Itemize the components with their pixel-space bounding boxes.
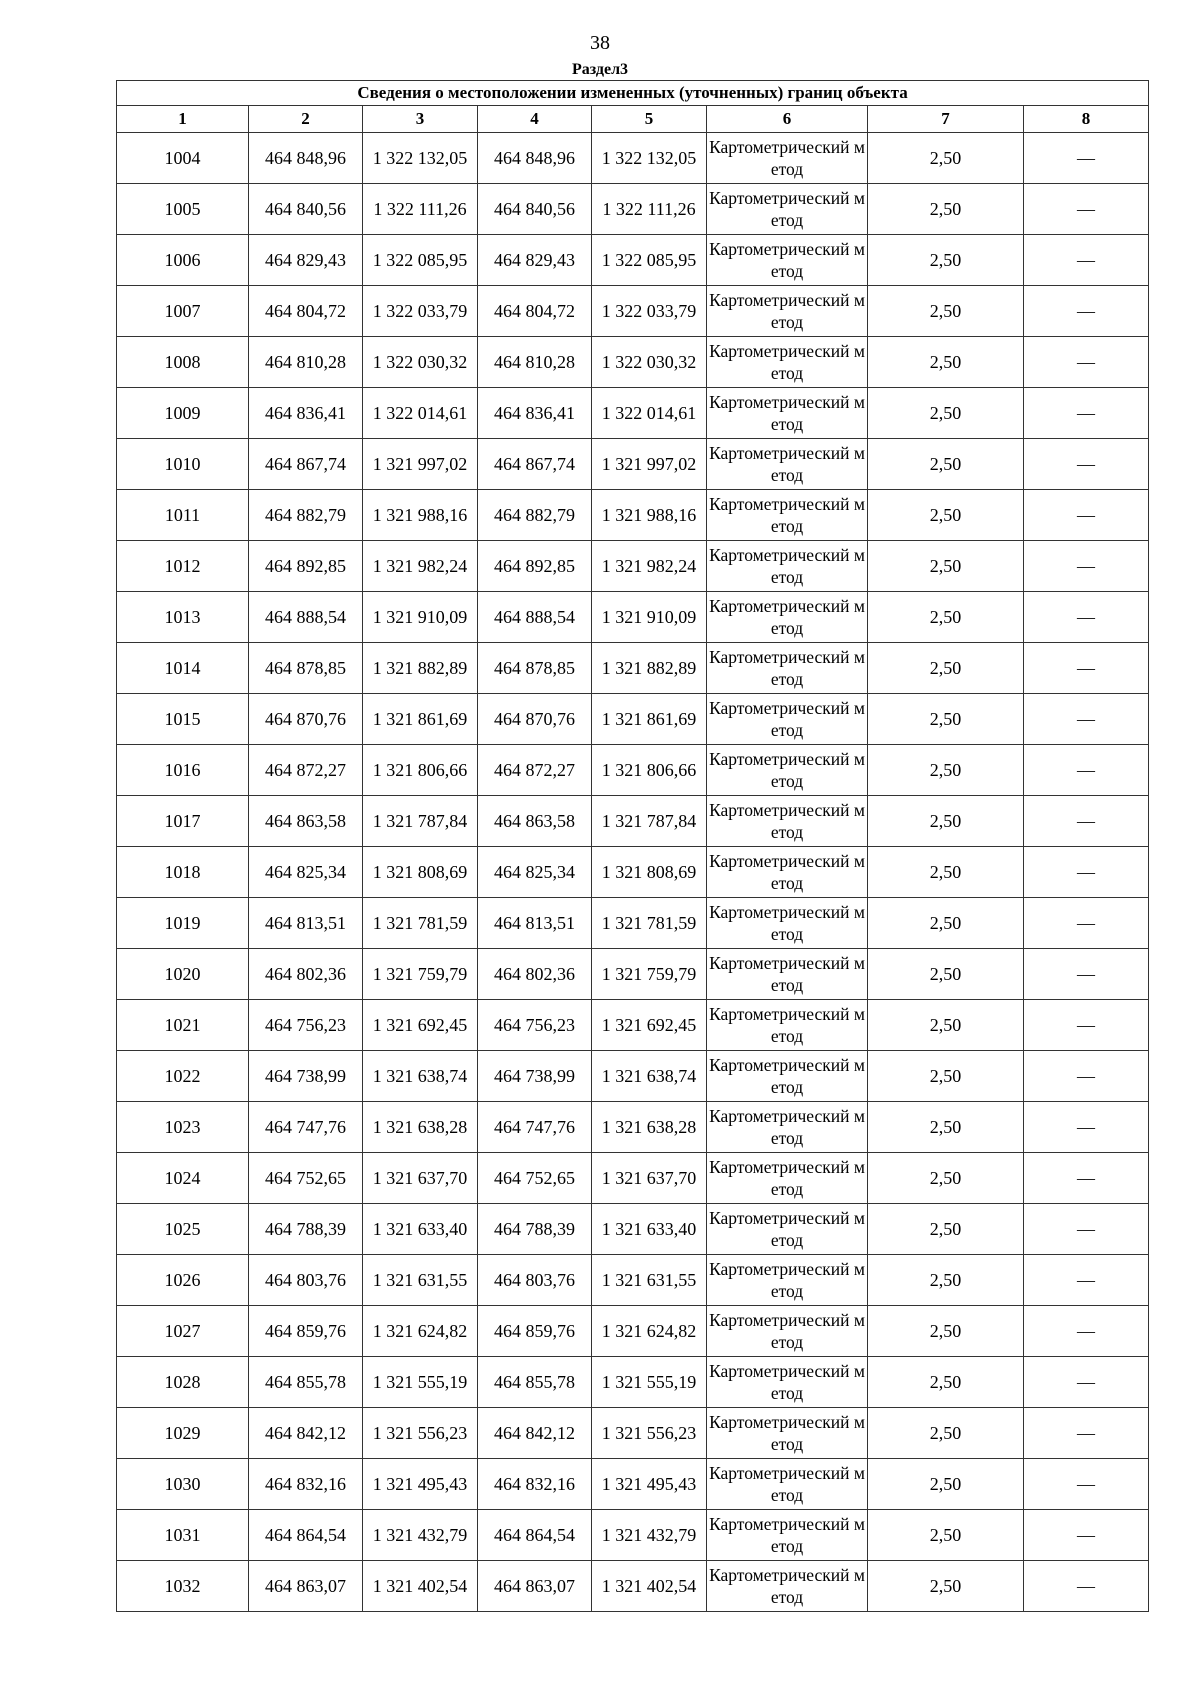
accuracy-cell: 2,50 (868, 490, 1024, 541)
caption-row (117, 81, 1149, 106)
y-coordinate-cell: 1 321 402,54 (592, 1561, 707, 1612)
y-coordinate-cell: 1 322 111,26 (592, 184, 707, 235)
point-number-cell: 1013 (117, 592, 249, 643)
y-coordinate-cell: 1 321 808,69 (592, 847, 707, 898)
y-coordinate-cell: 1 321 988,16 (592, 490, 707, 541)
accuracy-cell: 2,50 (868, 184, 1024, 235)
x-coordinate-cell: 464 802,36 (249, 949, 363, 1000)
point-number-cell: 1009 (117, 388, 249, 439)
y-coordinate-cell: 1 321 638,28 (363, 1102, 478, 1153)
y-coordinate-cell: 1 322 085,95 (592, 235, 707, 286)
y-coordinate-cell: 1 322 014,61 (363, 388, 478, 439)
method-cell: Картометрический метод (707, 184, 868, 235)
x-coordinate-cell: 464 756,23 (249, 1000, 363, 1051)
x-coordinate-cell: 464 864,54 (249, 1510, 363, 1561)
y-coordinate-cell: 1 321 787,84 (363, 796, 478, 847)
x-coordinate-cell: 464 882,79 (478, 490, 592, 541)
y-coordinate-cell: 1 322 033,79 (592, 286, 707, 337)
point-number-cell: 1008 (117, 337, 249, 388)
x-coordinate-cell: 464 756,23 (478, 1000, 592, 1051)
method-cell: Картометрический метод (707, 745, 868, 796)
description-cell: — (1024, 1306, 1149, 1357)
accuracy-cell: 2,50 (868, 643, 1024, 694)
accuracy-cell: 2,50 (868, 1357, 1024, 1408)
point-number-cell: 1012 (117, 541, 249, 592)
table-row (117, 1306, 1149, 1357)
y-coordinate-cell: 1 321 633,40 (363, 1204, 478, 1255)
point-number-cell: 1032 (117, 1561, 249, 1612)
y-coordinate-cell: 1 321 495,43 (592, 1459, 707, 1510)
x-coordinate-cell: 464 832,16 (249, 1459, 363, 1510)
point-number-cell: 1016 (117, 745, 249, 796)
table-row (117, 1000, 1149, 1051)
table-body (117, 133, 1149, 1612)
y-coordinate-cell: 1 321 556,23 (592, 1408, 707, 1459)
description-cell: — (1024, 337, 1149, 388)
x-coordinate-cell: 464 842,12 (249, 1408, 363, 1459)
x-coordinate-cell: 464 752,65 (249, 1153, 363, 1204)
boundary-coordinates-table (116, 80, 1149, 1612)
description-cell: — (1024, 796, 1149, 847)
method-cell: Картометрический метод (707, 694, 868, 745)
point-number-cell: 1029 (117, 1408, 249, 1459)
table-row (117, 184, 1149, 235)
method-cell: Картометрический метод (707, 1510, 868, 1561)
y-coordinate-cell: 1 321 637,70 (363, 1153, 478, 1204)
x-coordinate-cell: 464 867,74 (478, 439, 592, 490)
method-cell: Картометрический метод (707, 898, 868, 949)
column-number: 8 (1024, 106, 1149, 133)
method-cell: Картометрический метод (707, 337, 868, 388)
column-number: 7 (868, 106, 1024, 133)
description-cell: — (1024, 949, 1149, 1000)
table-row (117, 1102, 1149, 1153)
y-coordinate-cell: 1 322 030,32 (592, 337, 707, 388)
description-cell: — (1024, 235, 1149, 286)
y-coordinate-cell: 1 321 555,19 (363, 1357, 478, 1408)
section-title: Раздел3 (571, 61, 629, 78)
accuracy-cell: 2,50 (868, 1153, 1024, 1204)
x-coordinate-cell: 464 878,85 (249, 643, 363, 694)
y-coordinate-cell: 1 321 882,89 (592, 643, 707, 694)
y-coordinate-cell: 1 321 631,55 (592, 1255, 707, 1306)
method-cell: Картометрический метод (707, 949, 868, 1000)
method-cell: Картометрический метод (707, 847, 868, 898)
x-coordinate-cell: 464 840,56 (249, 184, 363, 235)
point-number-cell: 1022 (117, 1051, 249, 1102)
x-coordinate-cell: 464 747,76 (249, 1102, 363, 1153)
y-coordinate-cell: 1 322 111,26 (363, 184, 478, 235)
point-number-cell: 1031 (117, 1510, 249, 1561)
accuracy-cell: 2,50 (868, 898, 1024, 949)
description-cell: — (1024, 1510, 1149, 1561)
point-number-cell: 1028 (117, 1357, 249, 1408)
y-coordinate-cell: 1 321 910,09 (363, 592, 478, 643)
x-coordinate-cell: 464 864,54 (478, 1510, 592, 1561)
x-coordinate-cell: 464 804,72 (249, 286, 363, 337)
point-number-cell: 1007 (117, 286, 249, 337)
point-number-cell: 1019 (117, 898, 249, 949)
y-coordinate-cell: 1 321 988,16 (363, 490, 478, 541)
table-row (117, 898, 1149, 949)
accuracy-cell: 2,50 (868, 847, 1024, 898)
description-cell: — (1024, 133, 1149, 184)
method-cell: Картометрический метод (707, 286, 868, 337)
table-row (117, 286, 1149, 337)
y-coordinate-cell: 1 321 982,24 (363, 541, 478, 592)
column-number: 6 (707, 106, 868, 133)
y-coordinate-cell: 1 321 910,09 (592, 592, 707, 643)
method-cell: Картометрический метод (707, 1153, 868, 1204)
method-cell: Картометрический метод (707, 1204, 868, 1255)
y-coordinate-cell: 1 321 638,74 (592, 1051, 707, 1102)
point-number-cell: 1030 (117, 1459, 249, 1510)
accuracy-cell: 2,50 (868, 133, 1024, 184)
description-cell: — (1024, 490, 1149, 541)
accuracy-cell: 2,50 (868, 1459, 1024, 1510)
point-number-cell: 1011 (117, 490, 249, 541)
description-cell: — (1024, 1051, 1149, 1102)
description-cell: — (1024, 1561, 1149, 1612)
y-coordinate-cell: 1 321 808,69 (363, 847, 478, 898)
x-coordinate-cell: 464 804,72 (478, 286, 592, 337)
method-cell: Картометрический метод (707, 1561, 868, 1612)
x-coordinate-cell: 464 870,76 (478, 694, 592, 745)
x-coordinate-cell: 464 747,76 (478, 1102, 592, 1153)
accuracy-cell: 2,50 (868, 949, 1024, 1000)
method-cell: Картометрический метод (707, 490, 868, 541)
x-coordinate-cell: 464 872,27 (478, 745, 592, 796)
y-coordinate-cell: 1 321 982,24 (592, 541, 707, 592)
y-coordinate-cell: 1 321 432,79 (363, 1510, 478, 1561)
accuracy-cell: 2,50 (868, 1000, 1024, 1051)
method-cell: Картометрический метод (707, 1306, 868, 1357)
x-coordinate-cell: 464 882,79 (249, 490, 363, 541)
table-row (117, 1561, 1149, 1612)
x-coordinate-cell: 464 872,27 (249, 745, 363, 796)
page-number: 38 (590, 32, 610, 54)
y-coordinate-cell: 1 321 556,23 (363, 1408, 478, 1459)
accuracy-cell: 2,50 (868, 1255, 1024, 1306)
table-row (117, 541, 1149, 592)
table-row (117, 439, 1149, 490)
description-cell: — (1024, 184, 1149, 235)
table-row (117, 847, 1149, 898)
y-coordinate-cell: 1 321 495,43 (363, 1459, 478, 1510)
point-number-cell: 1014 (117, 643, 249, 694)
description-cell: — (1024, 439, 1149, 490)
method-cell: Картометрический метод (707, 133, 868, 184)
x-coordinate-cell: 464 810,28 (249, 337, 363, 388)
accuracy-cell: 2,50 (868, 1510, 1024, 1561)
point-number-cell: 1026 (117, 1255, 249, 1306)
description-cell: — (1024, 1459, 1149, 1510)
column-number: 2 (249, 106, 363, 133)
description-cell: — (1024, 541, 1149, 592)
x-coordinate-cell: 464 867,74 (249, 439, 363, 490)
table-row (117, 643, 1149, 694)
point-number-cell: 1025 (117, 1204, 249, 1255)
description-cell: — (1024, 847, 1149, 898)
y-coordinate-cell: 1 322 132,05 (363, 133, 478, 184)
x-coordinate-cell: 464 810,28 (478, 337, 592, 388)
method-cell: Картометрический метод (707, 592, 868, 643)
y-coordinate-cell: 1 321 861,69 (363, 694, 478, 745)
table-row (117, 745, 1149, 796)
point-number-cell: 1017 (117, 796, 249, 847)
method-cell: Картометрический метод (707, 1459, 868, 1510)
y-coordinate-cell: 1 321 781,59 (363, 898, 478, 949)
table-row (117, 235, 1149, 286)
method-cell: Картометрический метод (707, 388, 868, 439)
x-coordinate-cell: 464 840,56 (478, 184, 592, 235)
table-caption: Сведения о местоположении измененных (уточненных) границ объекта (117, 81, 1149, 106)
description-cell: — (1024, 1000, 1149, 1051)
column-number: 3 (363, 106, 478, 133)
point-number-cell: 1004 (117, 133, 249, 184)
x-coordinate-cell: 464 752,65 (478, 1153, 592, 1204)
y-coordinate-cell: 1 322 014,61 (592, 388, 707, 439)
description-cell: — (1024, 1153, 1149, 1204)
description-cell: — (1024, 286, 1149, 337)
table-row (117, 133, 1149, 184)
accuracy-cell: 2,50 (868, 1306, 1024, 1357)
accuracy-cell: 2,50 (868, 1204, 1024, 1255)
x-coordinate-cell: 464 842,12 (478, 1408, 592, 1459)
y-coordinate-cell: 1 321 759,79 (592, 949, 707, 1000)
method-cell: Картометрический метод (707, 235, 868, 286)
y-coordinate-cell: 1 321 555,19 (592, 1357, 707, 1408)
description-cell: — (1024, 898, 1149, 949)
accuracy-cell: 2,50 (868, 439, 1024, 490)
point-number-cell: 1015 (117, 694, 249, 745)
accuracy-cell: 2,50 (868, 286, 1024, 337)
column-number: 4 (478, 106, 592, 133)
y-coordinate-cell: 1 321 402,54 (363, 1561, 478, 1612)
accuracy-cell: 2,50 (868, 337, 1024, 388)
x-coordinate-cell: 464 813,51 (249, 898, 363, 949)
table-row (117, 1204, 1149, 1255)
table-row (117, 592, 1149, 643)
description-cell: — (1024, 388, 1149, 439)
x-coordinate-cell: 464 870,76 (249, 694, 363, 745)
point-number-cell: 1027 (117, 1306, 249, 1357)
x-coordinate-cell: 464 738,99 (249, 1051, 363, 1102)
x-coordinate-cell: 464 859,76 (249, 1306, 363, 1357)
description-cell: — (1024, 745, 1149, 796)
x-coordinate-cell: 464 825,34 (478, 847, 592, 898)
y-coordinate-cell: 1 321 759,79 (363, 949, 478, 1000)
point-number-cell: 1010 (117, 439, 249, 490)
method-cell: Картометрический метод (707, 1408, 868, 1459)
y-coordinate-cell: 1 321 882,89 (363, 643, 478, 694)
table-row (117, 1153, 1149, 1204)
x-coordinate-cell: 464 802,36 (478, 949, 592, 1000)
column-number: 1 (117, 106, 249, 133)
table-row (117, 388, 1149, 439)
table-row (117, 337, 1149, 388)
table-row (117, 1459, 1149, 1510)
x-coordinate-cell: 464 859,76 (478, 1306, 592, 1357)
point-number-cell: 1021 (117, 1000, 249, 1051)
x-coordinate-cell: 464 738,99 (478, 1051, 592, 1102)
table-row (117, 1408, 1149, 1459)
x-coordinate-cell: 464 888,54 (478, 592, 592, 643)
description-cell: — (1024, 1204, 1149, 1255)
point-number-cell: 1023 (117, 1102, 249, 1153)
table-row (117, 1051, 1149, 1102)
method-cell: Картометрический метод (707, 1000, 868, 1051)
x-coordinate-cell: 464 863,58 (249, 796, 363, 847)
description-cell: — (1024, 1408, 1149, 1459)
method-cell: Картометрический метод (707, 1357, 868, 1408)
x-coordinate-cell: 464 855,78 (478, 1357, 592, 1408)
x-coordinate-cell: 464 863,58 (478, 796, 592, 847)
point-number-cell: 1024 (117, 1153, 249, 1204)
x-coordinate-cell: 464 788,39 (478, 1204, 592, 1255)
y-coordinate-cell: 1 321 781,59 (592, 898, 707, 949)
table-row (117, 1357, 1149, 1408)
accuracy-cell: 2,50 (868, 388, 1024, 439)
x-coordinate-cell: 464 825,34 (249, 847, 363, 898)
x-coordinate-cell: 464 888,54 (249, 592, 363, 643)
description-cell: — (1024, 1255, 1149, 1306)
x-coordinate-cell: 464 813,51 (478, 898, 592, 949)
accuracy-cell: 2,50 (868, 694, 1024, 745)
x-coordinate-cell: 464 892,85 (478, 541, 592, 592)
accuracy-cell: 2,50 (868, 541, 1024, 592)
method-cell: Картометрический метод (707, 643, 868, 694)
x-coordinate-cell: 464 836,41 (249, 388, 363, 439)
table-row (117, 490, 1149, 541)
y-coordinate-cell: 1 321 806,66 (592, 745, 707, 796)
y-coordinate-cell: 1 322 132,05 (592, 133, 707, 184)
x-coordinate-cell: 464 788,39 (249, 1204, 363, 1255)
point-number-cell: 1006 (117, 235, 249, 286)
y-coordinate-cell: 1 321 624,82 (592, 1306, 707, 1357)
x-coordinate-cell: 464 878,85 (478, 643, 592, 694)
method-cell: Картометрический метод (707, 541, 868, 592)
x-coordinate-cell: 464 832,16 (478, 1459, 592, 1510)
x-coordinate-cell: 464 848,96 (249, 133, 363, 184)
point-number-cell: 1020 (117, 949, 249, 1000)
y-coordinate-cell: 1 321 787,84 (592, 796, 707, 847)
description-cell: — (1024, 1357, 1149, 1408)
accuracy-cell: 2,50 (868, 1102, 1024, 1153)
y-coordinate-cell: 1 321 692,45 (592, 1000, 707, 1051)
accuracy-cell: 2,50 (868, 1561, 1024, 1612)
accuracy-cell: 2,50 (868, 592, 1024, 643)
y-coordinate-cell: 1 321 638,28 (592, 1102, 707, 1153)
description-cell: — (1024, 694, 1149, 745)
method-cell: Картометрический метод (707, 1255, 868, 1306)
table-row (117, 796, 1149, 847)
y-coordinate-cell: 1 322 085,95 (363, 235, 478, 286)
y-coordinate-cell: 1 321 997,02 (592, 439, 707, 490)
y-coordinate-cell: 1 322 033,79 (363, 286, 478, 337)
accuracy-cell: 2,50 (868, 796, 1024, 847)
y-coordinate-cell: 1 321 692,45 (363, 1000, 478, 1051)
y-coordinate-cell: 1 321 631,55 (363, 1255, 478, 1306)
x-coordinate-cell: 464 803,76 (249, 1255, 363, 1306)
x-coordinate-cell: 464 848,96 (478, 133, 592, 184)
x-coordinate-cell: 464 863,07 (249, 1561, 363, 1612)
table-row (117, 1255, 1149, 1306)
column-number-row (117, 106, 1149, 133)
y-coordinate-cell: 1 321 997,02 (363, 439, 478, 490)
method-cell: Картометрический метод (707, 439, 868, 490)
x-coordinate-cell: 464 803,76 (478, 1255, 592, 1306)
y-coordinate-cell: 1 321 432,79 (592, 1510, 707, 1561)
y-coordinate-cell: 1 321 638,74 (363, 1051, 478, 1102)
method-cell: Картометрический метод (707, 1051, 868, 1102)
method-cell: Картометрический метод (707, 1102, 868, 1153)
accuracy-cell: 2,50 (868, 1051, 1024, 1102)
table-row (117, 1510, 1149, 1561)
method-cell: Картометрический метод (707, 796, 868, 847)
x-coordinate-cell: 464 892,85 (249, 541, 363, 592)
y-coordinate-cell: 1 322 030,32 (363, 337, 478, 388)
y-coordinate-cell: 1 321 637,70 (592, 1153, 707, 1204)
x-coordinate-cell: 464 836,41 (478, 388, 592, 439)
accuracy-cell: 2,50 (868, 235, 1024, 286)
x-coordinate-cell: 464 863,07 (478, 1561, 592, 1612)
point-number-cell: 1005 (117, 184, 249, 235)
y-coordinate-cell: 1 321 624,82 (363, 1306, 478, 1357)
x-coordinate-cell: 464 829,43 (249, 235, 363, 286)
accuracy-cell: 2,50 (868, 1408, 1024, 1459)
column-number: 5 (592, 106, 707, 133)
y-coordinate-cell: 1 321 633,40 (592, 1204, 707, 1255)
accuracy-cell: 2,50 (868, 745, 1024, 796)
description-cell: — (1024, 1102, 1149, 1153)
description-cell: — (1024, 643, 1149, 694)
x-coordinate-cell: 464 829,43 (478, 235, 592, 286)
table-row (117, 949, 1149, 1000)
y-coordinate-cell: 1 321 806,66 (363, 745, 478, 796)
y-coordinate-cell: 1 321 861,69 (592, 694, 707, 745)
table-row (117, 694, 1149, 745)
description-cell: — (1024, 592, 1149, 643)
x-coordinate-cell: 464 855,78 (249, 1357, 363, 1408)
point-number-cell: 1018 (117, 847, 249, 898)
